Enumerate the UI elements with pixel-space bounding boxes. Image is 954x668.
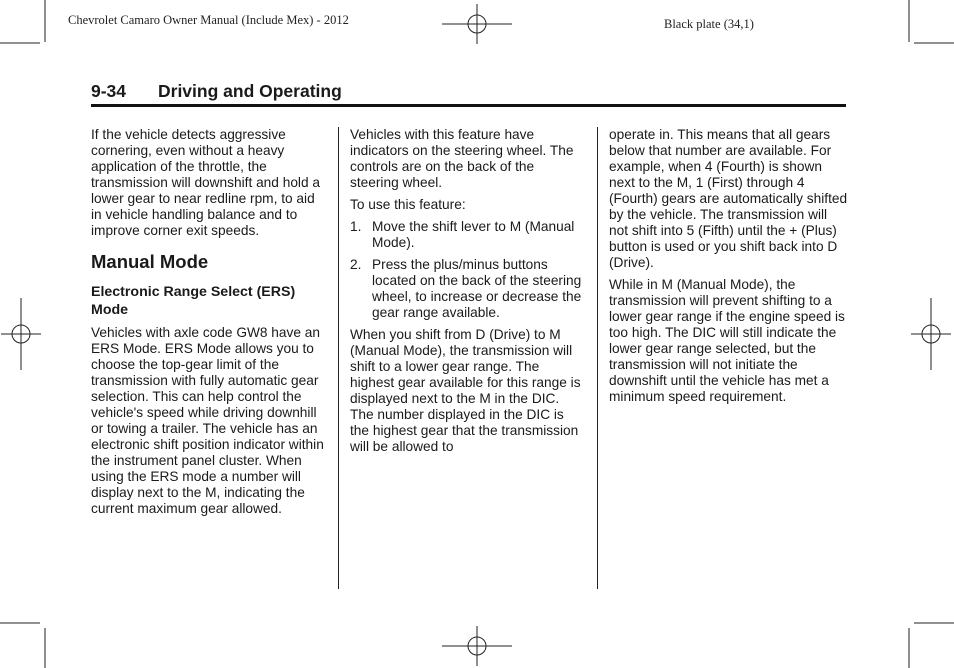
column-divider [338,127,339,589]
step-item [350,257,586,321]
step-number: 1. [350,219,362,234]
print-header-right: Black plate (34,1) [664,17,754,31]
step-number: 2. [350,257,362,272]
text-column-2 [350,127,586,461]
step-text: Press the plus/minus buttons located on the back of the steering wheel, to increase or decrease the gear range available. [372,257,582,320]
shift-paragraph: When you shift from D (Drive) to M (Manual Mode), the transmission will shift to a lower gear range. The highest gear available for this range is displayed next to the M in the DIC. The number displayed in the DIC is the highest gear that the transmission will be allowed to [350,327,581,454]
heading-manual-mode: Manual Mode [91,251,209,272]
registration-mark-top [442,4,512,44]
registration-mark-bottom [442,626,512,666]
print-header-left: Chevrolet Camaro Owner Manual (Include Mex) - 2012 [68,13,349,27]
text-column-1 [91,127,329,523]
section-title: Driving and Operating [158,81,342,101]
gear-range-paragraph: operate in. This means that all gears below that number are available. For example, when 4 (Fourth) is shown next to the M, 1 (First) through 4 (Fourth) gears are automatically shifted by the vehicle. The transmission will not shift into 5 (Fifth) until the + (Plus) button is used or you shift back into D (Drive). [609,127,848,270]
step-text: Move the shift lever to M (Manual Mode). [372,219,575,250]
subheading-ers-mode: Electronic Range Select (ERS) Mode [91,284,296,318]
step-item [350,219,586,251]
downshift-paragraph: While in M (Manual Mode), the transmission will prevent shifting to a lower gear range if the engine speed is too high. The DIC will still indicate the lower gear range selected, but the transmission will not initiate the downshift until the vehicle has met a minimum speed requirement. [609,277,845,404]
registration-mark-right [911,298,951,370]
ers-paragraph: Vehicles with axle code GW8 have an ERS Mode. ERS Mode allows you to choose the top-gear limit of the transmission with fully automatic gear selection. This can help control the vehicle's speed while driving downhill or towing a trailer. The vehicle has an electronic shift position indicator within the instrument panel cluster. When using the ERS mode a number will display next to the M, indicating the current maximum gear allowed. [91,325,324,516]
intro-paragraph: If the vehicle detects aggressive cornering, even without a heavy application of the throttle, the transmission will downshift and hold a lower gear to near redline rpm, to aid in vehicle handling balance and to improve corner exit speeds. [91,127,320,238]
page-number: 9-34 [91,81,127,101]
steps-list [350,219,586,321]
to-use-paragraph: To use this feature: [350,197,466,212]
text-column-3 [609,127,849,411]
column-divider [597,127,598,589]
section-header [91,80,846,107]
registration-mark-left [1,298,41,370]
indicator-paragraph: Vehicles with this feature have indicators on the steering wheel. The controls are on the back of the steering wheel. [350,127,574,190]
